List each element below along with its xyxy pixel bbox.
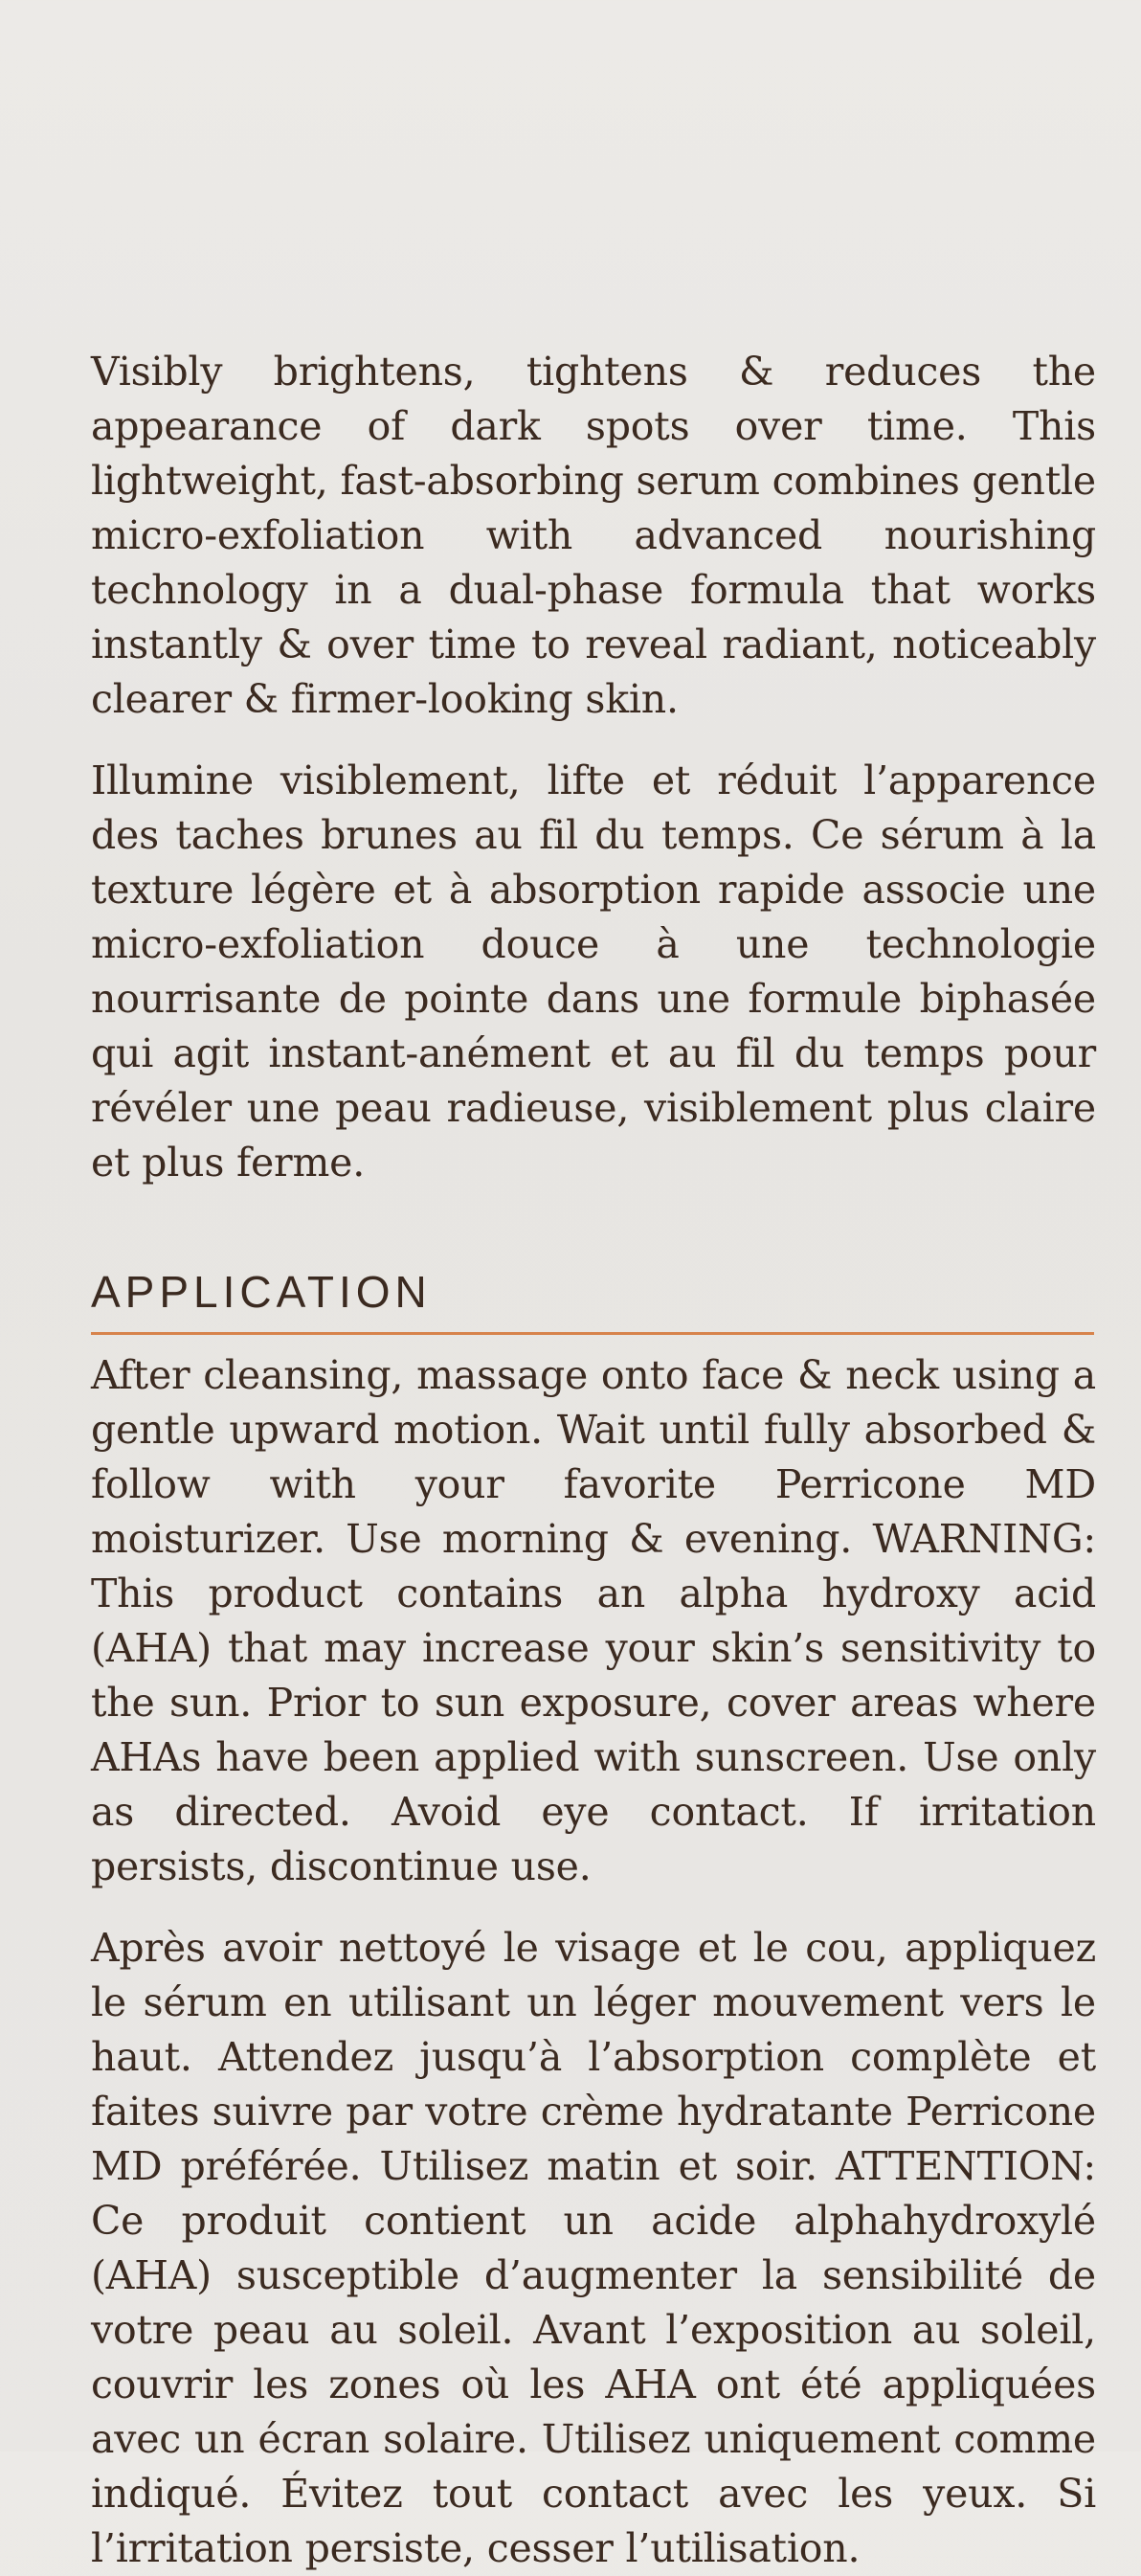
product-label-panel — [91, 345, 1096, 2576]
description-french: Illumine visiblement, lifte et réduit l’apparence des taches brunes au fil du temps. Ce sérum à la texture légère et à absorption rapide associe une micro-exfoliation douce à une technologie nourrisante de pointe dans une formule biphasée qui agit instant-anément et au fil du temps pour révéler une peau radieuse, visiblement plus claire et plus ferme. — [91, 757, 1096, 1186]
application-heading: APPLICATION — [91, 1267, 432, 1317]
description-english: Visibly brightens, tightens & reduces the appearance of dark spots over time. This lightweight, fast-absorbing serum combines gentle micro-exfoliation with advanced nourishing technology in a dual-phase formula that works instantly & over time to reveal radiant, noticeably clearer & firmer-looking skin. — [91, 349, 1096, 722]
heading-divider — [91, 1332, 1094, 1335]
application-english: After cleansing, massage onto face & neck using a gentle upward motion. Wait until fully absorbed & follow with your favorite Perricone MD moisturizer. Use morning & evening. WARNING: This product contains an alpha hydroxy acid (AHA) that may increase your skin’s sensitivity to the sun. Prior to sun exposure, cover areas where AHAs have been applied with sunscreen. Use only as directed. Avoid eye contact. If irritation persists, discontinue use. — [91, 1352, 1096, 1889]
application-french: Après avoir nettoyé le visage et le cou, appliquez le sérum en utilisant un léger mouvement vers le haut. Attendez jusqu’à l’absorption complète et faites suivre par votre crème hydratante Perricone MD préférée. Utilisez matin et soir. ATTENTION: Ce produit contient un acide alphahydroxylé (AHA) susceptible d’augmenter la sensibilité de votre peau au soleil. Avant l’exposition au soleil, couvrir les zones où les AHA ont été appliquées avec un écran solaire. Utilisez uniquement comme indiqué. Évitez tout contact avec les yeux. Si l’irritation persiste, cesser l’utilisation. — [91, 1925, 1096, 2571]
application-section — [91, 1348, 1096, 2576]
